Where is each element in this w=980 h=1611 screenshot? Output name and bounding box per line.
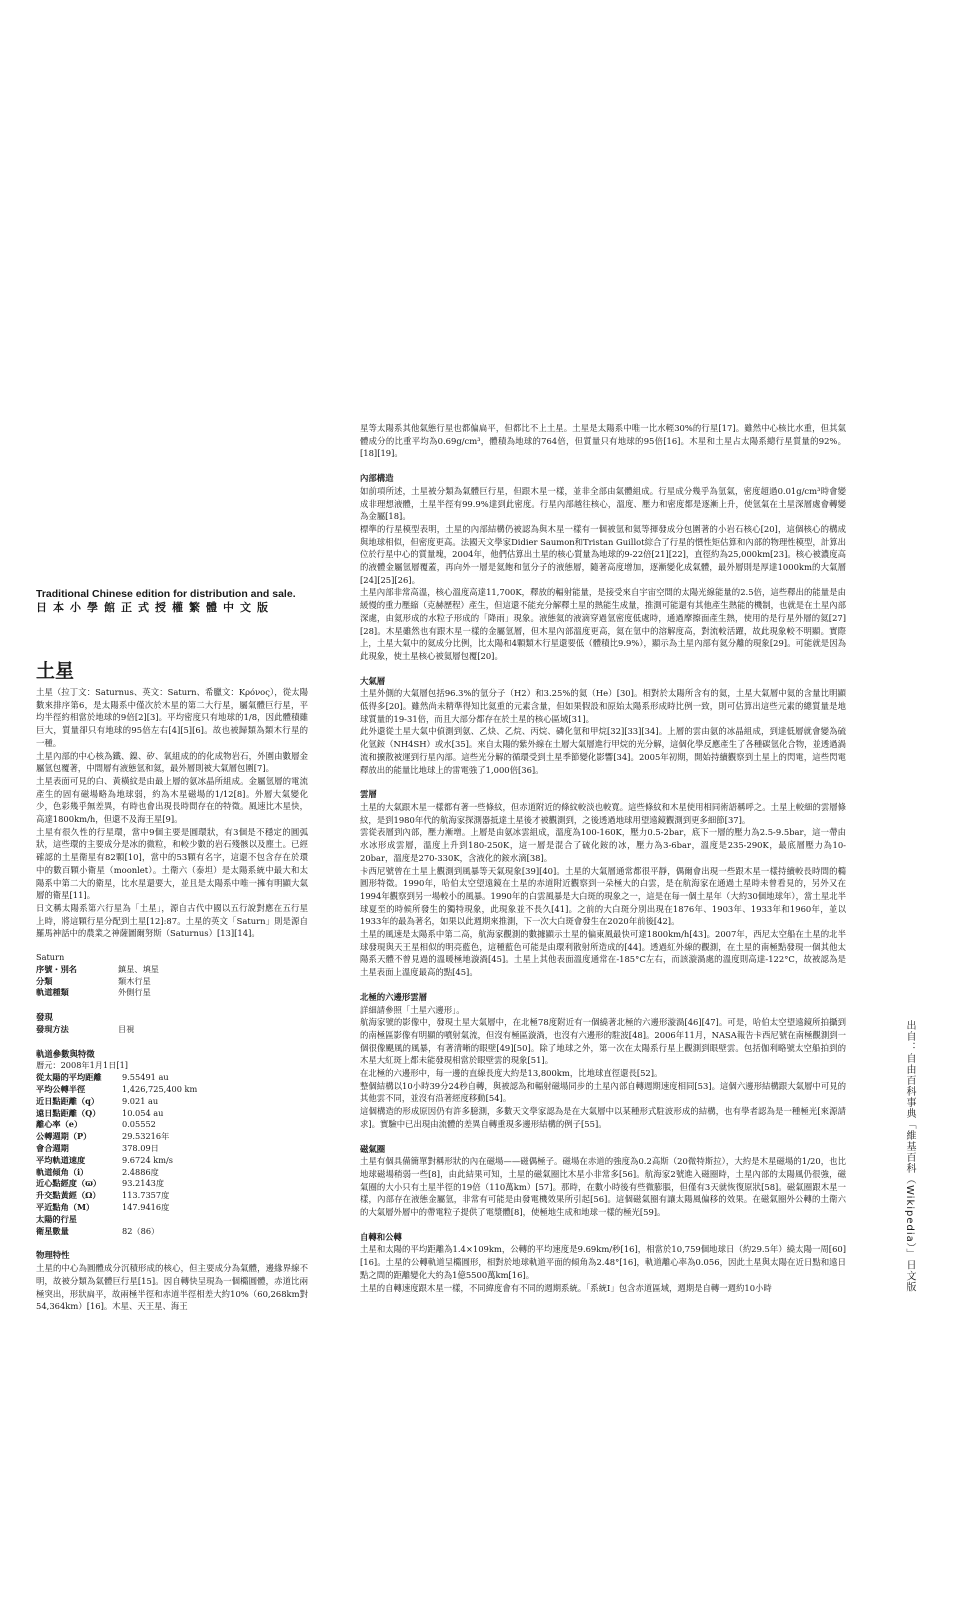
continuation-paragraph: 星等太陽系其他氣態行星也都偏扁平，但都比不上土星。土星是太陽系中唯一比水輕30%的行星[17]。雖然中心核比水重，但其氣體成分的比重平均為0.69g/cm³，體積為地球的764倍，但質量只有地球的95倍[16]。木星和土星占太陽系總行星質量的92%。[18][19]。 bbox=[360, 423, 846, 459]
intro-paragraph: 日文稱太陽系第六行星為「土星」，源自古代中國以五行說對應在五行星上時，將這顆行星分配到土星[12]:87。土星的英文「Saturn」則是源自羅馬神話中的農業之神薩圖爾努斯（Saturnus）[13][14]。 bbox=[36, 902, 308, 939]
table-row: 太陽的行星 bbox=[36, 1213, 77, 1224]
infobox-caption: Saturn bbox=[36, 952, 65, 963]
left-column bbox=[36, 660, 308, 1313]
edition-chinese: 日本小學館正式授權繁體中文版 bbox=[36, 601, 274, 614]
section-paragraph: 土星的大氣跟木星一樣都有著一些條紋，但赤道附近的條紋較淡也較寬。這些條紋和木星使用相同術語稱呼之。土星上較細的雲層條紋，是到1980年代的航海家探測器抵達土星後才被觀測到，之後透過地球用望遠鏡觀測到更多細節[37]。 bbox=[360, 801, 846, 825]
section-paragraph: 如前項所述，土星被分類為氣體巨行星，但跟木星一樣，並非全部由氣體組成。行星成分幾乎為氫氣，密度超過0.01g/cm³時會變成非理想液體，土星半徑有99.9%達到此密度。行星內部越往核心，溫度、壓力和密度都是逐漸上升，使氫氣在土星深層處會轉變為金屬[18]。 bbox=[360, 485, 846, 522]
table-row: 軌道種類 外側行星 bbox=[36, 987, 151, 998]
physical-paragraph: 土星的中心為圓體成分沉積形成的核心，但主要成分為氣體，邊緣界線不明，故被分類為氣體巨行星[15]。因自轉快呈現為一個橢圓體，赤道比兩極突出，形狀扁平，故兩極半徑和赤道半徑相差大約10%（60,268km對54,364km）[16]。木星、天王星、海王 bbox=[36, 1263, 308, 1312]
section-paragraph: 此外還從土星大氣中偵測到氨、乙炔、乙烷、丙烷、磷化氫和甲烷[32][33][34]。上層的雲由氨的冰晶組成，到達低層就會變為硫化氫銨（NH4SH）或水[35]。來自太陽的紫外線在土層大氣層進行甲烷的光分解，這個化學反應產生了各種碳氫化合物，並透過渦流和擴散被運到行星內部。這些光分解的循環受到土星季節變化影響[34]。2005年初期，開始持續觀察到土星上的閃電，這些閃電釋放出的能量比地球上的雷電強了1,000倍[36]。 bbox=[360, 726, 846, 775]
section-heading-rotation: 自轉和公轉 bbox=[360, 1231, 402, 1242]
table-row: 序號・別名 鎮星、填星 bbox=[36, 963, 159, 974]
physical-heading: 物理特性 bbox=[36, 1250, 70, 1261]
section-paragraph: 土星的風速是太陽系中第二高，航海家觀測的數據顯示土星的偏東風最快可達1800km/h[43]。2007年，西尼太空船在土星的北半球發現與天王星相似的明亮藍色，這種藍色可能是由環利散射所造成的[44]。透過紅外線的觀測，在土星的南極點發現一個其他太陽系天體不曾見過的溫暖極地漩渦[45]。土星上其他表面溫度通常在-185°C左右，而該漩渦處的溫度則高達-122°C，故被認為是土星表面上溫度最高的點[45]。 bbox=[360, 929, 846, 978]
edition-notice bbox=[36, 588, 336, 615]
table-row: 軌道傾角（i） 2.4886度 bbox=[36, 1166, 159, 1177]
article-title: 土星 bbox=[36, 660, 75, 682]
table-row: 從太陽的平均距離 9.55491 au bbox=[36, 1072, 169, 1083]
section-paragraph: 在北極的六邊形中，每一邊的直線長度大約是13,800km，比地球直徑還長[52]。 bbox=[360, 1068, 663, 1079]
section-heading-clouds: 雲層 bbox=[360, 789, 377, 800]
section-paragraph: 土星外側的大氣層包括96.3%的氫分子（H2）和3.25%的氦（He）[30]。相對於太陽所含有的氦，土星大氣層中氦的含量比明顯低得多[20]。雖然尚未精準得知比氦重的元素含量，但如果假設和原始太陽系形成時比例一致，則可估算出這些元素的總質量是地球質量的19-31倍，而且大部分都存在於土星的核心區域[31]。 bbox=[360, 688, 846, 724]
section-paragraph: 這個構造的形成原因仍有許多臆測，多數天文學家認為是在大氣層中以某種形式駐波形成的結構，也有學者認為是一種極光[來源請求]。實驗中已出現由流體的差異自轉重現多邊形結構的例子[55]。 bbox=[360, 1106, 846, 1129]
source-attribution: 出自：自由百科事典「維基百科（Wikipedia）」日文版 bbox=[904, 1020, 915, 1293]
table-row: 公轉週期（P） 29.53216年 bbox=[36, 1131, 170, 1142]
table-row: 升交點黃經（Ω） 113.7357度 bbox=[36, 1190, 170, 1201]
table-row: 離心率（e） 0.05552 bbox=[36, 1119, 156, 1130]
orbit-table bbox=[36, 1072, 197, 1237]
table-row: 會合週期 378.09日 bbox=[36, 1143, 159, 1154]
edition-english: Traditional Chinese edition for distribution and sale. bbox=[36, 588, 296, 600]
right-column bbox=[360, 422, 846, 1294]
section-paragraph: 土星有個具備簡單對稱形狀的內在磁場——磁偶極子。磁場在赤道的強度為0.2高斯（20微特斯拉），大約是木星磁場的1/20，也比地球磁場稍弱一些[8]，由此結果可知，土星的磁氣圈比木星小非常多[56]。航海家2號進入磁圈時，土星內部的太陽風仍很強，磁氣圈的大小只有土星半徑的19倍（110萬km）[57]。那時，在數小時後有些微膨脹，但僅有3天就恢復原狀[58]。磁氣圈跟木星一樣，內部存在液態金屬氫，非常有可能是由發電機效果所引起[56]。這個磁氣圈有讓太陽風偏移的效果。在磁氣圈外公轉的土衛六的大氣層外層中的帶電粒子提供了電漿體[8]，使極地生成和地球一樣的極光[59]。 bbox=[360, 1156, 846, 1218]
discovery-table bbox=[36, 1024, 134, 1036]
table-row: 發現方法 目視 bbox=[36, 1023, 135, 1034]
section-paragraph: 土星內部非常高溫，核心溫度高達11,700K，釋放的輻射能量，是接受來自宇宙空間的太陽光線能量的2.5倍，這些釋出的能量是由緩慢的重力壓縮（克赫歷程）產生，但這還不能充分解釋土星的熱能生成量，推測可能還有其他產生熱能的機制，也就是在土星內部深處，由氦形成的水粒子形成的「降雨」現象。液態氦的液滴穿過氫密度低處時，通過摩擦面產生熱，使用的是行星外層的氦[27][28]。木星雖然也有跟木星一樣的金屬氫層，但木星內部溫度更高，氦在氫中的溶解度高，對流較活躍，故此現象較不明顯。實際上，土星大氣中的氦成分比例，比太陽和4顆類木行星還要低（體積比9.9%），顯示為土星內部有氦分離的現象[29]。可能就是因為此現象，使土星核心被氦層包覆[20]。 bbox=[360, 587, 846, 661]
table-row: 近心點經度（ϖ） 93.2143度 bbox=[36, 1178, 165, 1189]
section-paragraph: 土星的自轉速度跟木星一樣，不同緯度會有不同的週期系統。「系統Ⅰ」包含赤道區域，週期是自轉一週約10小時 bbox=[360, 1282, 772, 1293]
section-paragraph: 雲從表層到內部，壓力漸增。上層是由氨冰雲組成，溫度為100-160K，壓力0.5-2bar，底下一層的壓力為2.5-9.5bar，這一帶由水冰形成雲層，溫度上升到180-250K，這一層是混合了硫化銨的冰，壓力為3-6bar，溫度是235-290K，最底層壓力為10-20bar，溫度是270-330K，含液化的銨水滴[38]。 bbox=[360, 827, 846, 863]
table-row: 遠日點距離（Q） 10.054 au bbox=[36, 1107, 164, 1118]
table-row: 平均公轉半徑 1,426,725,400 km bbox=[36, 1084, 198, 1095]
section-heading-interior: 內部構造 bbox=[360, 473, 394, 484]
intro-paragraph: 土星內部的中心核為鐵、鎳、矽、氧組成的的化成物岩石，外圍由數層金屬氫包覆著，中間層有液態氫和氦，最外層則被大氣層包圍[7]。 bbox=[36, 750, 308, 774]
discovery-heading: 發現 bbox=[36, 1012, 53, 1023]
table-row: 衛星數量 82（86） bbox=[36, 1225, 160, 1236]
table-row: 平近點角（M） 147.9416度 bbox=[36, 1202, 170, 1213]
section-paragraph: 卡西尼號曾在土星上觀測到風暴等天氣現象[39][40]。土星的大氣層通常都很平靜，偶爾會出現一些跟木星一樣持續較長時間的橢圓形特徵。1990年，哈伯太空望遠鏡在土星的赤道附近觀察到一朵極大的白雲，是在航海家在通過土星時未曾看見的，另外又在1994年觀察到另一場較小的風暴。1990年的白雲風暴是大白斑的現象之一，這是在每一個土星年（大約30個地球年），當土星北半球夏至的時候所發生的獨特現象，此現象並不長久[41]。之前的大白斑分別出現在1876年、1903年、1933年和1960年，並以1933年的最為著名，如果以此週期來推測，下一次大白斑會發生在2020年前後[42]。 bbox=[360, 865, 846, 927]
infobox-basic-table bbox=[36, 964, 159, 999]
table-row: 平均軌道速度 9.6724 km/s bbox=[36, 1154, 173, 1165]
table-row: 近日點距離（q） 9.021 au bbox=[36, 1095, 159, 1106]
section-heading-hexagon: 北極的六邊形雲層 bbox=[360, 991, 427, 1002]
intro-paragraph: 土星（拉丁文：Saturnus、英文：Saturn、希臘文：Κρόνος），從太陽數來排序第6，是太陽系中僅次於木星的第二大行星，屬氣體巨行星，平均半徑約相當於地球的9倍[2][3]。平均密度只有地球的1/8，因此體積雖巨大，質量卻只有地球的95倍左右[4][5][6]。故也被歸類為類木行星的一種。 bbox=[36, 687, 308, 748]
table-row: 分類 類木行星 bbox=[36, 975, 151, 986]
section-paragraph: 詳細請參照「土星六邊形」。 bbox=[360, 1004, 465, 1015]
section-paragraph: 標準的行星模型表明，土星的內部結構仍被認為與木星一樣有一個被氫和氦等揮發成分包圍著的小岩石核心[20]，這個核心的構成與地球相似，但密度更高。法國天文學家Didier Saumon和Tristan Guillot綜合了行星的慣性矩估算和內部的物理性模型，計算出位於行星中心的質量塊，2004年，他們估算出土星的核心質量為地球的9-22倍[21][22]，直徑約為25,000km[23]。核心被濃度高的液體金屬氫層覆蓋，再向外一層是氦飽和氫分子的液態層，隨著高度增加，逐漸變化成氣體，最外層則是厚達1000km的大氣層[24][25][26]。 bbox=[360, 523, 846, 585]
orbit-epoch: 曆元：2008年1月1日[1] bbox=[36, 1060, 128, 1071]
section-paragraph: 整個結構以10小時39分24秒自轉，與被認為和輻射磁場同步的土星內部自轉週期速度相同[53]。這個六邊形結構跟大氣層中可見的其他雲不同，並沒有沿著經度移動[54]。 bbox=[360, 1080, 846, 1104]
section-heading-magnetosphere: 磁氣圈 bbox=[360, 1143, 386, 1154]
section-paragraph: 土星和太陽的平均距離為1.4×109km，公轉的平均速度是9.69km/秒[16]，相當於10,759個地球日（約29.5年）繞太陽一周[60][16]。土星的公轉軌道呈橢圓形，相對於地球軌道平面的傾角為2.48°[16]，軌道離心率為0.056，因此土星與太陽在近日點和遠日點之間的距離變化大約為1億5500萬km[16]。 bbox=[360, 1244, 846, 1280]
section-paragraph: 航海家號的影像中，發現土星大氣層中，在北極78度附近有一個繞著北極的六邊形漩渦[46][47]。可是，哈伯太空望遠鏡所拍攝到的南極區影像有明顯的噴射氣流，但沒有極區漩渦，也沒有六邊形的駐波[48]。2006年11月，NASA報告卡西尼號在南極觀測到一個很像颶風的風暴，有著清晰的眼壁[49][50]。除了地球之外，第一次在太陽系行星上觀測到眼壁雲。包括伽利略號太空船拍到的木星大紅斑上都未能發現相當於眼壁雲的現象[51]。 bbox=[360, 1017, 846, 1066]
intro-paragraph: 土星有很久性的行星環，當中9個主要是圓環狀，有3個是不穩定的圓弧狀，這些環的主要成分是冰的微粒，和較少數的岩石殘骸以及塵土。已經確認的土星衛星有82顆[10]，當中的53顆有名字，這還不包含存在於環中的數百顆小衛星（moonlet）。土衛六（泰坦）是太陽系統中最大和太陽系中第二大的衛星，比水星還要大，並且是太陽系中唯一擁有明顯大氣層的衛星[11]。 bbox=[36, 826, 308, 901]
orbit-heading: 軌道參數與特徵 bbox=[36, 1048, 95, 1059]
section-heading-atmosphere: 大氣層 bbox=[360, 675, 386, 686]
intro-paragraph: 土星表面可見的白、黃橫紋是由最上層的氨冰晶所組成。金屬氫層的電流產生的固有磁場略為地球弱，約為木星磁場的1/12[8]。外層大氣變化少，色彩幾乎無差異，有時也會出現長時間存在的特徵。風速比木星快，高達1800km/h，但還不及海王星[9]。 bbox=[36, 775, 308, 825]
